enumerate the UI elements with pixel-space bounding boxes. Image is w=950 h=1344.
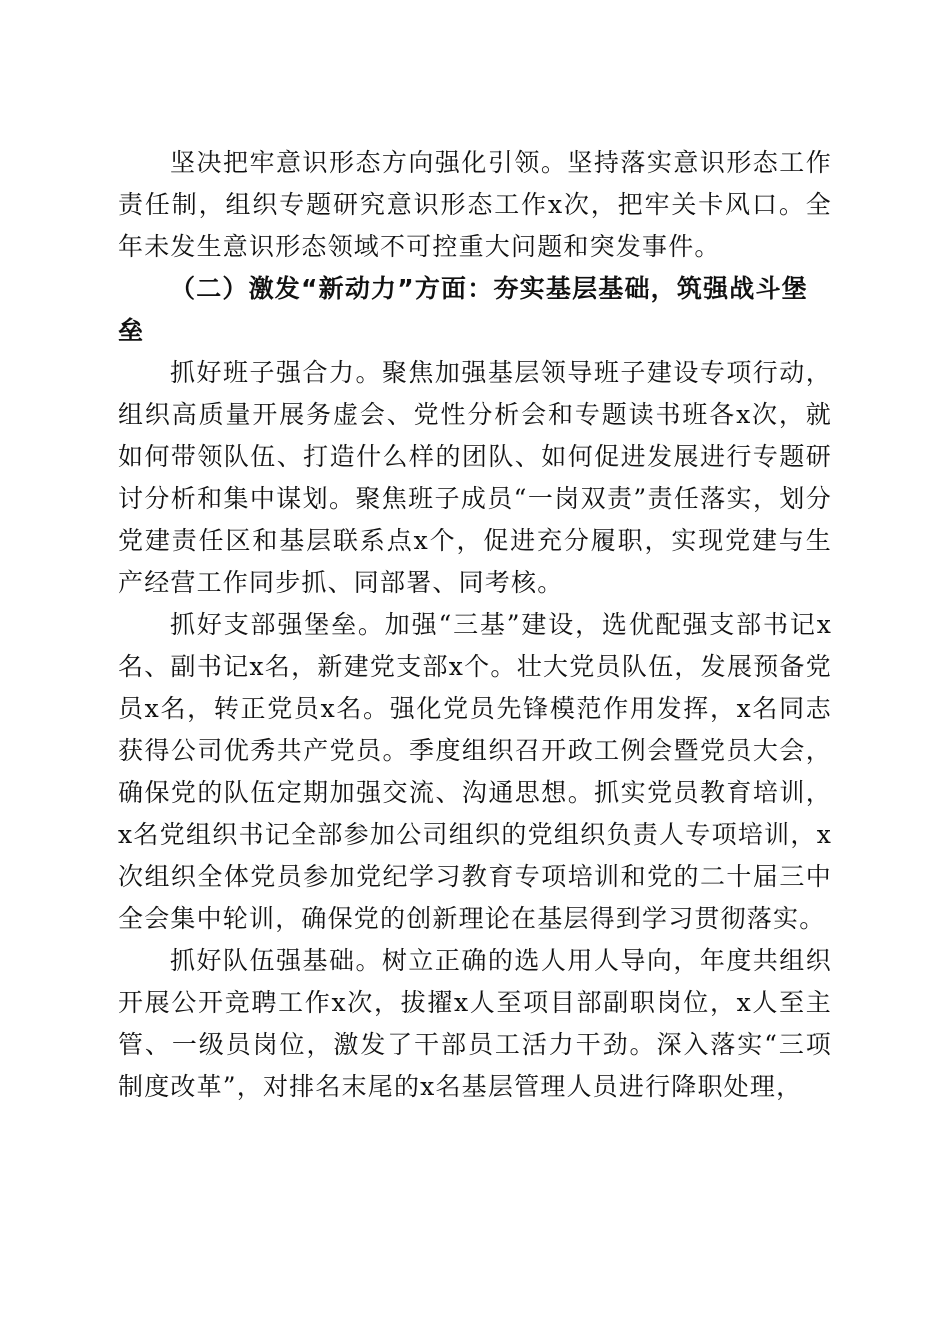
paragraph-party-branch: 抓好支部强堡垒。加强“三基”建设，选优配强支部书记x名、副书记x名，新建党支部x个。壮大党员队伍，发展预备党员x名，转正党员x名。强化党员先锋模范作用发挥，x名同志获得公司优秀共产党员。季度组织召开政工例会暨党员大会，确保党的队伍定期加强交流、沟通思想。抓实党员教育培训，x名党组织书记全部参加公司组织的党组织负责人专项培训，x次组织全体党员参加党纪学习教育专项培训和党的二十届三中全会集中轮训，确保党的创新理论在基层得到学习贯彻落实。 <box>118 610 832 933</box>
paragraph-leadership-team: 抓好班子强合力。聚焦加强基层领导班子建设专项行动，组织高质量开展务虚会、党性分析会和专题读书班各x次，就如何带领队伍、打造什么样的团队、如何促进发展进行专题研讨分析和集中谋划。聚焦班子成员“一岗双责”责任落实，划分党建责任区和基层联系点x个，促进充分履职，实现党建与生产经营工作同步抓、同部署、同考核。 <box>118 358 832 597</box>
paragraph-workforce: 抓好队伍强基础。树立正确的选人用人导向，年度共组织开展公开竞聘工作x次，拔擢x人至项目部副职岗位，x人至主管、一级员岗位，激发了干部员工活力干劲。深入落实“三项制度改革”，对排名末尾的x名基层管理人员进行降职处理， <box>118 946 832 1101</box>
document-body <box>118 142 832 1108</box>
paragraph-ideology: 坚决把牢意识形态方向强化引领。坚持落实意识形态工作责任制，组织专题研究意识形态工作x次，把牢关卡风口。全年未发生意识形态领域不可控重大问题和突发事件。 <box>118 148 832 261</box>
section-heading-2: （二）激发“新动力”方面：夯实基层基础，筑强战斗堡垒 <box>118 274 808 345</box>
